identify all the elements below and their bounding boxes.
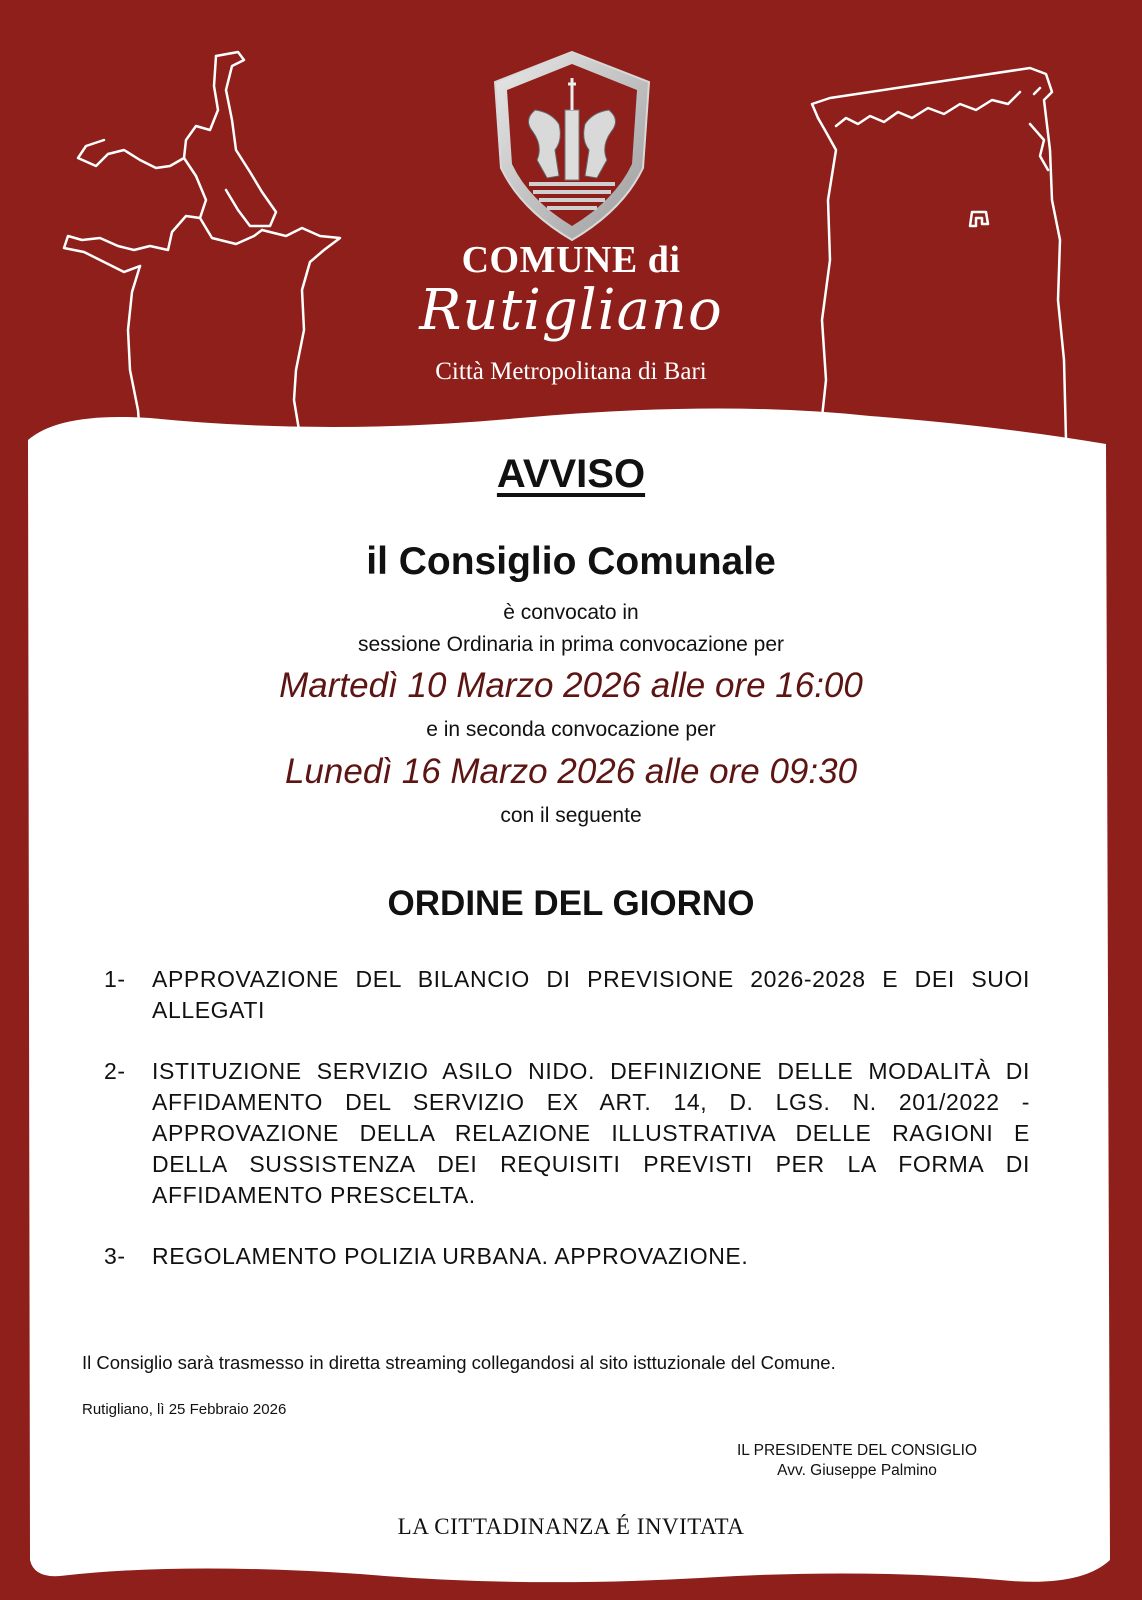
notice-line-seconda: e in seconda convocazione per [426, 718, 716, 741]
notice-line-sessione: sessione Ordinaria in prima convocazione per [357, 633, 785, 656]
invitation-footer: LA CITTADINANZA É INVITATA [397, 1514, 745, 1539]
streaming-note: Il Consiglio sarà trasmesso in diretta streaming collegandosi al sito isttuzionale del Comune. [82, 1352, 836, 1373]
dateline: Rutigliano, lì 25 Febbraio 2026 [82, 1401, 287, 1418]
signature-block [712, 1441, 1002, 1481]
agenda-title: ORDINE DEL GIORNO [387, 884, 755, 923]
notice-line-convocato: è convocato in [503, 601, 639, 624]
agenda-item-text: APPROVAZIONE DEL BILANCIO DI PREVISIONE 2026-2028 E DEI SUOI ALLEGATI [152, 966, 1030, 1023]
second-convocation-date: Lunedì 16 Marzo 2026 alle ore 09:30 [284, 752, 858, 791]
notice-subject: il Consiglio Comunale [366, 540, 776, 583]
header-metro: Città Metropolitana di Bari [435, 358, 707, 385]
header-city-name: Rutigliano [419, 278, 723, 343]
signer-role: IL PRESIDENTE DEL CONSIGLIO [736, 1442, 978, 1459]
header-comune: COMUNE di [461, 239, 681, 281]
notice-title: AVVISO [496, 452, 646, 496]
first-convocation-date: Martedì 10 Marzo 2026 alle ore 16:00 [279, 666, 863, 705]
agenda-item [104, 1056, 1030, 1211]
agenda-item [104, 964, 1030, 1026]
agenda-item [104, 1241, 1030, 1272]
agenda-item-number: 2- [104, 1058, 126, 1084]
agenda-item-text: REGOLAMENTO POLIZIA URBANA. APPROVAZIONE. [152, 1243, 749, 1269]
agenda-list [104, 964, 1030, 1302]
agenda-item-number: 1- [104, 966, 126, 992]
agenda-item-text: ISTITUZIONE SERVIZIO ASILO NIDO. DEFINIZIONE DELLE MODALITÀ DI AFFIDAMENTO DEL SERVIZIO EX ART. 14, D. LGS. N. 201/2022 - APPROVAZIONE DELLA RELAZIONE ILLUSTRATIVA DELLE RAGIONI E DELLA SUSSISTENZA DEI REQUISITI PREVISTI PER LA FORMA DI AFFIDAMENTO PRESCELTA. [152, 1058, 1030, 1208]
notice-line-seguente: con il seguente [500, 804, 642, 827]
agenda-item-number: 3- [104, 1243, 126, 1269]
signer-name: Avv. Giuseppe Palmino [777, 1462, 937, 1479]
